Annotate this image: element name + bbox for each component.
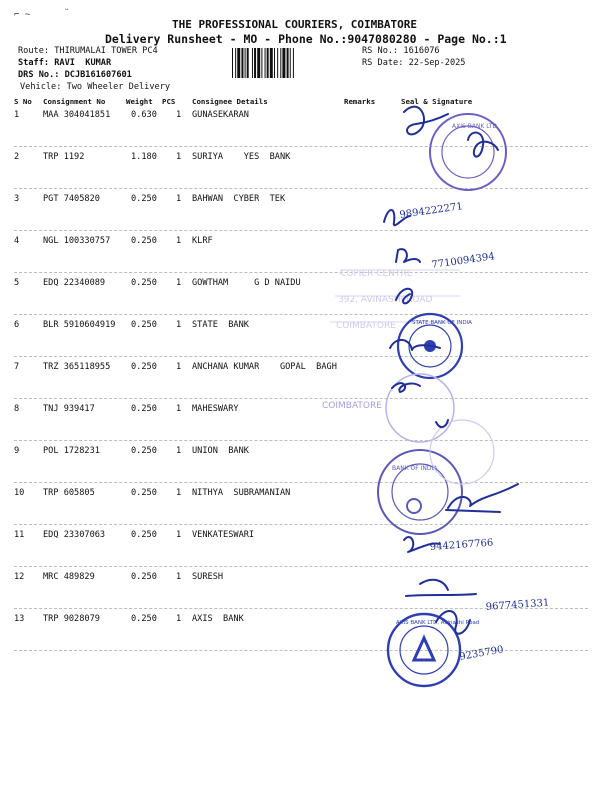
row-weight: 1.180 [131,152,157,162]
row-weight: 0.250 [131,320,157,330]
row-sno: 11 [14,530,25,540]
table-row [14,572,588,612]
drs-label: DRS No.: [18,70,60,80]
row-consignment: POL 1728231 [43,446,100,456]
col-consignee: Consignee Details [192,97,268,106]
row-consignee: SURIYA YES BANK [192,152,291,162]
col-remarks: Remarks [344,97,376,106]
row-sno: 2 [14,152,20,162]
row-consignee: GOWTHAM G D NAIDU [192,278,301,288]
row-consignment: PGT 7405820 [43,194,100,204]
row-divider [14,314,588,315]
corner-mark-2: ᵕ [64,6,70,16]
corner-mark: ⌐ ~ [14,10,31,20]
drs-value: DCJB161607601 [64,70,132,80]
col-seal-signature: Seal & Signature [401,97,473,106]
route-label: Route: THIRUMALAI TOWER PC4 [18,46,158,56]
table-row [14,320,588,360]
row-consignment: TRP 9028079 [43,614,100,624]
ghost-stamp-line-1: COPIER CENTRE [340,269,413,279]
row-divider [14,482,588,483]
row-pcs: 1 [176,320,182,330]
ghost-stamp-line-3: COIMBATORE [336,321,396,331]
row-weight: 0.250 [131,488,157,498]
row-pcs: 1 [176,194,182,204]
table-row [14,530,588,570]
table-row [14,194,588,234]
row-divider [14,440,588,441]
row-sno: 10 [14,488,25,498]
barcode [232,48,358,78]
ghost-stamp-line-4: COIMBATORE [322,401,382,411]
runsheet-subtitle: Delivery Runsheet - MO - Phone No.:9047080280 - Page No.:1 [105,32,507,46]
table-row [14,446,588,486]
stamp-text: BANK OF INDIA [392,465,438,472]
row-consignment: EDQ 23307063 [43,530,106,540]
row-consignee: BAHWAN CYBER TEK [192,194,286,204]
row-weight: 0.250 [131,404,157,414]
row-consignment: TRP 605805 [43,488,95,498]
table-row [14,404,588,444]
drs-row [18,70,132,80]
row-sno: 4 [14,236,20,246]
rs-number: RS No.: 1616076 [362,46,440,56]
row-consignment: MRC 489829 [43,572,95,582]
row-consignment: NGL 100330757 [43,236,111,246]
row-weight: 0.250 [131,194,157,204]
handwritten-phone-4: 9677451331 [485,597,550,613]
table-row [14,236,588,276]
row-consignee: AXIS BANK [192,614,244,624]
col-consignment: Consignment No [43,97,106,106]
row-sno: 8 [14,404,20,414]
staff-value: RAVI KUMAR [54,58,112,68]
row-divider [14,188,588,189]
row-divider [14,398,588,399]
row-consignment: TRZ 365118955 [43,362,111,372]
row-consignee: UNION BANK [192,446,249,456]
table-row [14,110,588,150]
col-sno: S No [14,97,32,106]
row-pcs: 1 [176,362,182,372]
row-weight: 0.250 [131,446,157,456]
table-row [14,362,588,402]
row-pcs: 1 [176,236,182,246]
row-sno: 9 [14,446,20,456]
row-consignee: VENKATESWARI [192,530,255,540]
handwritten-phone-5: 9235790 [458,644,505,663]
row-divider [14,566,588,567]
stamp-text: STATE BANK OF INDIA [412,320,472,326]
row-pcs: 1 [176,572,182,582]
row-divider [14,146,588,147]
row-sno: 13 [14,614,25,624]
row-consignment: MAA 304041851 [43,110,111,120]
col-weight: Weight [126,97,153,106]
ghost-stamp-line-2: 392, AVINASHI ROAD [338,295,433,305]
table-row [14,278,588,318]
row-sno: 7 [14,362,20,372]
row-consignment: TRP 1192 [43,152,85,162]
row-weight: 0.250 [131,236,157,246]
row-sno: 1 [14,110,20,120]
row-consignee: MAHESWARY [192,404,239,414]
stamp-text: AXIS BANK LTD, Avinashi Road [396,620,480,626]
col-pcs: PCS [162,97,176,106]
row-pcs: 1 [176,278,182,288]
handwritten-phone-3: 9442167766 [429,537,494,553]
row-consignee: NITHYA SUBRAMANIAN [192,488,291,498]
row-weight: 0.630 [131,110,157,120]
company-title: THE PROFESSIONAL COURIERS, COIMBATORE [172,18,418,31]
row-consignment: EDQ 22340089 [43,278,106,288]
rs-date: RS Date: 22-Sep-2025 [362,58,466,68]
row-pcs: 1 [176,614,182,624]
row-sno: 3 [14,194,20,204]
row-pcs: 1 [176,488,182,498]
row-consignee: STATE BANK [192,320,249,330]
row-sno: 5 [14,278,20,288]
stamp-text: AXIS BANK LTD [452,123,498,130]
row-pcs: 1 [176,152,182,162]
staff-label: Staff: [18,58,50,68]
table-row [14,614,588,654]
table-row [14,488,588,528]
row-weight: 0.250 [131,278,157,288]
row-consignment: TNJ 939417 [43,404,95,414]
row-consignment: BLR 5910604919 [43,320,116,330]
staff-row [18,58,111,68]
row-consignee: KLRF [192,236,213,246]
row-weight: 0.250 [131,362,157,372]
row-pcs: 1 [176,530,182,540]
row-divider [14,650,588,651]
row-pcs: 1 [176,110,182,120]
handwritten-phone-2: 7710094394 [430,251,496,271]
row-pcs: 1 [176,404,182,414]
row-weight: 0.250 [131,572,157,582]
vehicle-label: Vehicle: Two Wheeler Delivery [20,82,171,92]
row-divider [14,356,588,357]
row-divider [14,524,588,525]
row-sno: 12 [14,572,25,582]
row-consignee: GUNASEKARAN [192,110,249,120]
row-pcs: 1 [176,446,182,456]
row-sno: 6 [14,320,20,330]
row-consignee: ANCHANA KUMAR GOPAL BAGH [192,362,337,372]
handwritten-phone-1: 9894222271 [398,201,464,221]
row-divider [14,608,588,609]
row-weight: 0.250 [131,530,157,540]
row-divider [14,230,588,231]
row-weight: 0.250 [131,614,157,624]
row-consignee: SURESH [192,572,224,582]
row-divider [14,272,588,273]
table-row [14,152,588,192]
